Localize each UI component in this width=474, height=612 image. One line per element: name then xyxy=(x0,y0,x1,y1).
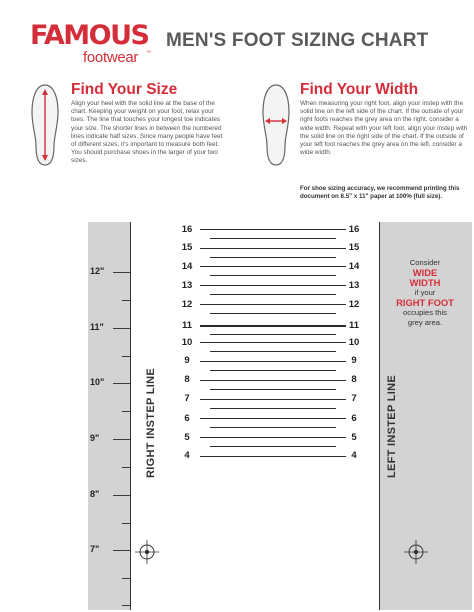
size-number-right: 14 xyxy=(348,261,360,272)
half-inch-tick xyxy=(122,523,131,524)
size-number-right: 12 xyxy=(348,299,360,310)
right-foot-emphasis: RIGHT FOOT xyxy=(396,297,454,308)
inch-tick xyxy=(113,328,131,329)
size-number-right: 15 xyxy=(348,242,360,253)
half-size-line xyxy=(210,408,336,409)
wide-width-note-line: if your xyxy=(414,288,436,297)
find-size-body: Align your heel with the solid line at the base of the chart. Keeping your weight on your foot, relax your toes. The line that touches your longest toe indicates your size. The shorter lines in between the numbered lines indicate half sizes. Since many people have feet of different sizes, it's important to measure both feet. You should purchase shoes in the larger of your two sizes. xyxy=(71,100,223,165)
size-number-right: 10 xyxy=(348,337,360,348)
find-width-title: Find Your Width xyxy=(300,81,419,98)
size-line-bold xyxy=(200,325,346,327)
size-number-right: 16 xyxy=(348,224,360,235)
size-line xyxy=(200,266,346,267)
size-number-left: 16 xyxy=(181,224,193,235)
inch-tick xyxy=(113,495,131,496)
half-inch-tick xyxy=(122,356,131,357)
size-line xyxy=(200,248,346,249)
crosshair-icon xyxy=(404,540,428,564)
wide-width-note-line: occupies this xyxy=(403,308,447,317)
wide-width-emphasis: WIDE xyxy=(412,267,438,278)
size-number-right: 11 xyxy=(348,320,360,331)
wide-width-note-line: Consider xyxy=(409,258,441,267)
size-line xyxy=(200,456,346,457)
size-line xyxy=(200,304,346,305)
size-line xyxy=(200,380,346,381)
half-size-line xyxy=(210,427,336,428)
size-number-right: 4 xyxy=(351,450,357,461)
size-number-left: 8 xyxy=(184,374,190,385)
page-title: MEN'S FOOT SIZING CHART xyxy=(166,30,429,51)
half-size-line xyxy=(210,238,336,239)
half-size-line xyxy=(210,313,336,314)
left-instep-line xyxy=(379,222,380,610)
inch-tick xyxy=(113,383,131,384)
half-size-line xyxy=(210,275,336,276)
inch-label: 9" xyxy=(90,433,100,443)
half-inch-tick xyxy=(122,467,131,468)
size-number-left: 14 xyxy=(181,261,193,272)
find-width-body: When measuring your right foot, align your instep with the solid line on the left side of the chart. If the outside of your right foots reaches the grey area on the right, consider a wide width. Repeat with your left foot, align your instep with the solid line on the right side of the chart. If the outside of your left foot reaches the grey area on the left, consider a wide width. xyxy=(300,100,468,157)
wide-width-emphasis: WIDTH xyxy=(409,277,441,288)
brand-logo-sub: footwear xyxy=(83,49,139,66)
inch-tick xyxy=(113,272,131,273)
wide-width-note-line: grey area. xyxy=(407,318,443,327)
size-number-right: 9 xyxy=(351,355,357,366)
size-number-right: 13 xyxy=(348,280,360,291)
half-size-line xyxy=(210,257,336,258)
size-line xyxy=(200,229,346,230)
brand-logo: FAMOUS xyxy=(30,20,149,51)
size-number-left: 10 xyxy=(181,337,193,348)
size-number-right: 5 xyxy=(351,432,357,443)
size-number-right: 6 xyxy=(351,413,357,424)
half-size-line xyxy=(210,446,336,447)
half-inch-tick xyxy=(122,578,131,579)
left-instep-label: LEFT INSTEP LINE xyxy=(386,375,398,478)
brand-logo-trademark: ™ xyxy=(146,50,151,56)
inch-tick xyxy=(113,550,131,551)
inch-label: 12" xyxy=(90,266,105,276)
size-number-left: 12 xyxy=(181,299,193,310)
half-inch-tick xyxy=(122,605,131,606)
size-number-left: 5 xyxy=(184,432,190,443)
size-line xyxy=(200,399,346,400)
size-line xyxy=(200,418,346,419)
foot-width-icon xyxy=(259,82,293,168)
inch-tick xyxy=(113,439,131,440)
size-line xyxy=(200,361,346,362)
size-number-left: 15 xyxy=(181,242,193,253)
size-number-right: 8 xyxy=(351,374,357,385)
right-instep-label: RIGHT INSTEP LINE xyxy=(145,367,157,478)
size-number-left: 6 xyxy=(184,413,190,424)
size-number-left: 4 xyxy=(184,450,190,461)
inch-label: 8" xyxy=(90,489,100,499)
size-number-right: 7 xyxy=(351,393,357,404)
size-number-left: 13 xyxy=(181,280,193,291)
half-inch-tick xyxy=(122,300,131,301)
size-number-left: 9 xyxy=(184,355,190,366)
half-inch-tick xyxy=(122,411,131,412)
inch-label: 11" xyxy=(90,322,104,332)
crosshair-icon xyxy=(135,540,159,564)
right-instep-line xyxy=(130,222,131,610)
size-line xyxy=(200,342,346,343)
half-size-line xyxy=(210,351,336,352)
wide-width-note xyxy=(382,258,468,328)
half-size-line xyxy=(210,389,336,390)
size-line xyxy=(200,285,346,286)
size-number-left: 7 xyxy=(184,393,190,404)
half-size-line xyxy=(210,334,336,335)
size-number-left: 11 xyxy=(181,320,193,331)
half-size-line xyxy=(210,370,336,371)
inch-label: 7" xyxy=(90,544,100,554)
half-size-line xyxy=(210,294,336,295)
inch-label: 10" xyxy=(90,377,105,387)
find-size-title: Find Your Size xyxy=(71,81,178,98)
size-line xyxy=(200,437,346,438)
print-note: For shoe sizing accuracy, we recommend printing this document on 8.5" x 11" paper at 100% (full size). xyxy=(300,185,460,200)
foot-length-icon xyxy=(28,82,62,168)
